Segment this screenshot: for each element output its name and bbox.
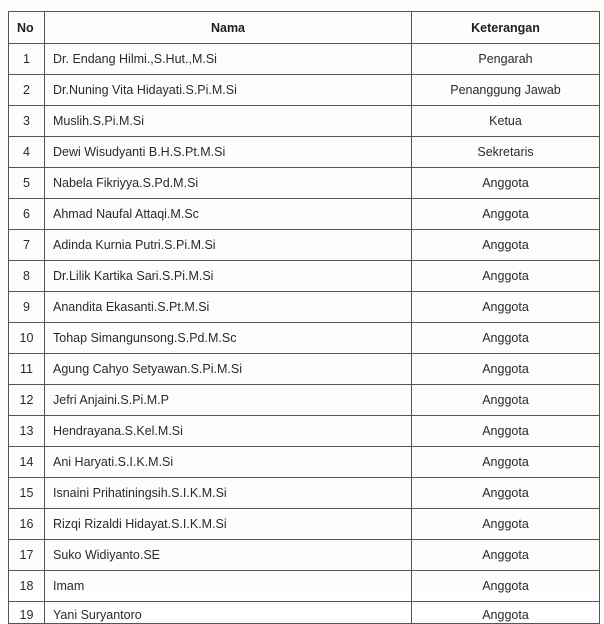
cell-keterangan: Penanggung Jawab <box>412 75 600 106</box>
cell-nama: Dr.Nuning Vita Hidayati.S.Pi.M.Si <box>45 75 412 106</box>
cell-nama: Rizqi Rizaldi Hidayat.S.I.K.M.Si <box>45 509 412 540</box>
cell-nama: Nabela Fikriyya.S.Pd.M.Si <box>45 168 412 199</box>
cell-no: 18 <box>9 571 45 602</box>
table-row <box>9 416 600 447</box>
cell-keterangan: Anggota <box>412 354 600 385</box>
cell-keterangan: Anggota <box>412 292 600 323</box>
cell-no: 7 <box>9 230 45 261</box>
cell-keterangan: Anggota <box>412 199 600 230</box>
cell-keterangan: Ketua <box>412 106 600 137</box>
header-row <box>9 12 600 44</box>
table-row <box>9 106 600 137</box>
cell-no: 12 <box>9 385 45 416</box>
cell-no: 4 <box>9 137 45 168</box>
cell-no: 13 <box>9 416 45 447</box>
cell-no: 11 <box>9 354 45 385</box>
cell-keterangan: Anggota <box>412 540 600 571</box>
cell-keterangan: Anggota <box>412 261 600 292</box>
cell-nama: Agung Cahyo Setyawan.S.Pi.M.Si <box>45 354 412 385</box>
cell-keterangan: Pengarah <box>412 44 600 75</box>
cell-nama: Jefri Anjaini.S.Pi.M.P <box>45 385 412 416</box>
cell-keterangan: Anggota <box>412 385 600 416</box>
table-row <box>9 44 600 75</box>
cell-keterangan: Anggota <box>412 602 600 624</box>
table-row <box>9 168 600 199</box>
table-row <box>9 261 600 292</box>
cell-nama: Tohap Simangunsong.S.Pd.M.Sc <box>45 323 412 354</box>
cell-no: 5 <box>9 168 45 199</box>
cell-no: 17 <box>9 540 45 571</box>
cell-nama: Dr. Endang Hilmi.,S.Hut.,M.Si <box>45 44 412 75</box>
cell-nama: Anandita Ekasanti.S.Pt.M.Si <box>45 292 412 323</box>
cell-nama: Dr.Lilik Kartika Sari.S.Pi.M.Si <box>45 261 412 292</box>
table-row <box>9 292 600 323</box>
cell-no: 2 <box>9 75 45 106</box>
table-row <box>9 540 600 571</box>
table-row <box>9 509 600 540</box>
cell-no: 16 <box>9 509 45 540</box>
cell-keterangan: Anggota <box>412 323 600 354</box>
table-body <box>9 44 600 624</box>
cell-nama: Adinda Kurnia Putri.S.Pi.M.Si <box>45 230 412 261</box>
cell-nama: Ani Haryati.S.I.K.M.Si <box>45 447 412 478</box>
header-nama: Nama <box>45 12 412 44</box>
header-keterangan: Keterangan <box>412 12 600 44</box>
cell-nama: Isnaini Prihatiningsih.S.I.K.M.Si <box>45 478 412 509</box>
table-row <box>9 571 600 602</box>
cell-no: 3 <box>9 106 45 137</box>
cell-keterangan: Sekretaris <box>412 137 600 168</box>
cell-no: 10 <box>9 323 45 354</box>
table-row <box>9 323 600 354</box>
table-row <box>9 230 600 261</box>
cell-no: 15 <box>9 478 45 509</box>
table-row <box>9 199 600 230</box>
cell-nama: Yani Suryantoro <box>45 602 412 624</box>
cell-no: 14 <box>9 447 45 478</box>
cell-no: 8 <box>9 261 45 292</box>
cell-keterangan: Anggota <box>412 230 600 261</box>
table-row <box>9 478 600 509</box>
cell-nama: Ahmad Naufal Attaqi.M.Sc <box>45 199 412 230</box>
cell-keterangan: Anggota <box>412 509 600 540</box>
committee-table <box>8 11 600 624</box>
table-row <box>9 385 600 416</box>
table-row <box>9 447 600 478</box>
cell-keterangan: Anggota <box>412 416 600 447</box>
cell-keterangan: Anggota <box>412 478 600 509</box>
cell-nama: Imam <box>45 571 412 602</box>
cell-no: 6 <box>9 199 45 230</box>
cell-no: 1 <box>9 44 45 75</box>
table-row <box>9 75 600 106</box>
cell-nama: Hendrayana.S.Kel.M.Si <box>45 416 412 447</box>
table-row <box>9 137 600 168</box>
cell-nama: Suko Widiyanto.SE <box>45 540 412 571</box>
cell-no: 19 <box>9 602 45 624</box>
cell-no: 9 <box>9 292 45 323</box>
header-no: No <box>9 12 45 44</box>
table-row <box>9 602 600 624</box>
cell-nama: Dewi Wisudyanti B.H.S.Pt.M.Si <box>45 137 412 168</box>
table-row <box>9 354 600 385</box>
cell-keterangan: Anggota <box>412 168 600 199</box>
table-header <box>9 12 600 44</box>
cell-keterangan: Anggota <box>412 447 600 478</box>
cell-nama: Muslih.S.Pi.M.Si <box>45 106 412 137</box>
cell-keterangan: Anggota <box>412 571 600 602</box>
